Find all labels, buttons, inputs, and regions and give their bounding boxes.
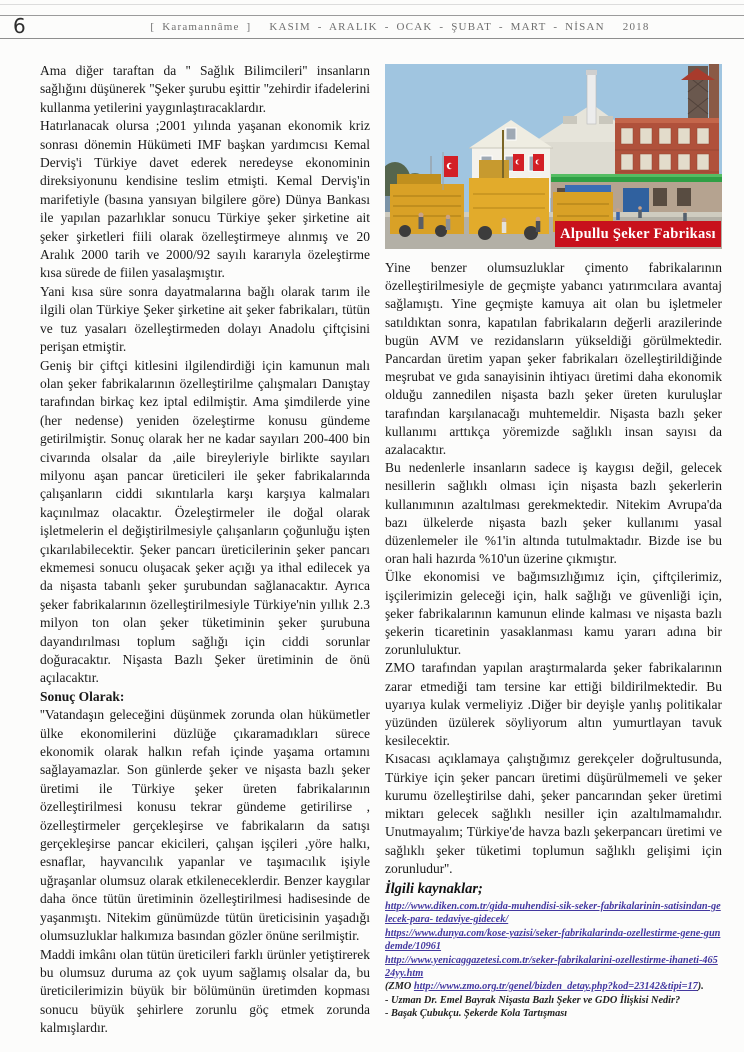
issue-months: KASIM - ARALIK - OCAK - ŞUBAT - MART - NİSAN	[269, 21, 605, 33]
paragraph: Ülke ekonomisi ve bağımsızlığımız için, çiftçilerimiz, işçilerimizin geleceği için, halk sağlığı ve güvenliği için, şeker fabrikalarının kamunun elinde kalması ve nişasta bazlı şekerin ticaretinin yasaklanması kamu yararı adına bir zorunluluktur.	[385, 569, 722, 658]
paragraph: Yani kısa süre sonra dayatmalarına bağlı olarak tarım ile ilgili olan Türkiye Şeker şirketine ait şeker fabrikaları, tütün ve tuz yasaları özelleştirmeden dolayı Anadolu çiftçisini perişan etmiştir.	[40, 283, 370, 355]
sources-heading: İlgili kaynaklar;	[385, 880, 483, 897]
header-rule-middle	[0, 15, 744, 16]
source-link-diken[interactable]: http://www.diken.com.tr/gida-muhendisi-sik-seker-fabrikalarinin-satisindan-gelecek-para- tedaviye-gidecek/	[385, 900, 721, 926]
header-rule-top	[0, 4, 744, 5]
paragraph: Maddi imkânı olan tütün üreticileri farklı ürünler yetiştirerek bu olumsuz duruma az çok uyum sağlamış olsalar da, bu üreticilerimizin büyük bir bölümünün üretimden kopması sonucu büyük şehirlere zorunlu göç etmek zorunda kalmışlardır.	[40, 946, 370, 1036]
zmo-suffix: ).	[697, 981, 704, 993]
paragraph: Hatırlanacak olursa ;2001 yılında yaşanan ekonomik kriz sonrası dönemin Hükümeti IMF başkan yardımcısı Kemal Derviş'i Türkiye davet ederek neredeyse ekonominin direksiyonunu kendisine teslim etmişti. Kemal Derviş'in marifetiyle (basına yansıyan bilgilere göre) Dünya Bankası ile yapılan pazarlıklar sonucu Türkiye şeker şirketine ait şeker şirketleri fiili olarak özelleştirmeye alınmış ve 20 Aralık 2000 tarih ve 2000/92 sayılı kararıyla özeleştirme kısa sürede de fiilen yasalaşmıştır.	[40, 118, 370, 281]
paragraph: Bu nedenlerle insanların sadece iş kaygısı değil, gelecek nesillerin sağlıklı olması için nişasta bazlı şekerlerin kullanımının azaltılması gerekmektedir. Nitekim Avrupa'da bazı ülkelerde nişasta bazlı şeker kullanımı yasal düzenlemeler ile %1'in altında tutulmaktadır. Bizde ise bu oran hali hazırda %10'un üzerine çıkmıştır.	[385, 460, 722, 567]
journal-name: [ Karamannâme ]	[150, 21, 252, 33]
left-column	[40, 62, 370, 1038]
journal-header	[28, 21, 744, 33]
article-photo	[385, 64, 722, 249]
source-link-yenicag[interactable]: http://www.yenicaggazetesi.com.tr/seker-fabrikalarini-ozellestirme-ihaneti-46524yy.htm	[385, 954, 718, 979]
sources-list	[385, 900, 722, 1021]
paragraph: ZMO tarafından yapılan araştırmalarda şeker fabrikalarının zarar etmediği tam tersine kar ettiği bildirilmektedir. Bu uyarıya kulak vermeliyiz .Diğer bir deyişle yanlış politikalar yüzünden üzülerek söyliyorum altın yumurtlayan tavuk kesilecektir.	[385, 660, 722, 749]
header-rule-bottom	[0, 38, 744, 39]
paragraph: Kısacası açıklamaya çalıştığımız gerekçeler doğrultusunda, Türkiye için şeker pancarı üretimi düşürülmemeli ve şeker kurumu özelleştirilse dahi, şeker pancarından şeker üretimi miktarı gelecek sağlıklı nesiller için azaltılmamalıdır. Unutmayalım; Türkiye'de havza bazlı şekerpancarı üretimi ve sağlıklı şeker tüketimi toplumun sağlıklı gelişimi için zorunludur''.	[385, 751, 722, 876]
right-column	[385, 62, 722, 1038]
paragraph: ''Vatandaşın geleceğini düşünmek zorunda olan hükümetler ülke ekonomilerini düzlüğe çıkaramadıkları sürece ekonomik olarak halkın refah içinde yaşama ortamını sağlayamazlar. Son günlerde şeker ve nişasta bazlı şeker üretimi ile Türkiye şeker üreten fabrikalarının özelleştirilmesi konusu tekrar gündeme getirilirse , özelleştirmeler gerçekleşirse ve fabrikaların da satışı gerçekleşirse pancar ekicileri, çalışan işçileri ,yöre halkı, esnaflar, hayvancılık yapanlar ve taşımacılık işiyle uğraşanlar olumsuz olarak etkileneceklerdir. Benzer kaygılar daha önce tütün üretiminin özelleştirilmesi hadisesinde de yaşanmıştı. Nitekim günümüzde tütün üreticisinin yaşadığı olumsuzluklar halkımıza basından gözler önüne serilmiştir.	[40, 707, 370, 944]
issue-year: 2018	[622, 21, 650, 33]
photo-caption: Alpullu Şeker Fabrikası	[555, 221, 721, 247]
article-body	[40, 62, 722, 1038]
conclusion-heading: Sonuç Olarak:	[40, 688, 125, 704]
source-note: - Uzman Dr. Emel Bayrak Nişasta Bazlı Şeker ve GDO İlişkisi Nedir?	[385, 994, 681, 1006]
source-link-dunya[interactable]: https://www.dunya.com/kose-yazisi/seker-fabrikalarinda-ozellestirme-gene-gundemde/10961	[385, 927, 721, 953]
paragraph: Geniş bir çiftçi kitlesini ilgilendirdiği için kamunun malı olan şeker fabrikalarının özelleştirilme çalışmaları Danıştay tarafından birkaç kez iptal edilmiştir. Ama şimdilerde yine (her nedense) yeniden özeleştirme konusu gündeme getirilmiştir. Sonuç olarak her ne kadar sayıları 200-400 bin civarında olsalar da ,aile bireyleriyle birlikte sayıları milyonu aşan pancar üreticileri ile şeker fabrikalarında çalışanların ciddi sıkıntılarla karşı karşıya kalmaları kaçınılmaz olacaktır. Özeleştirmeler ile doğal olarak işletmelerin el değiştirilmesiyle çalışanların çoğunluğu işten çıkarılabilecektir. Şeker pancarı üreticilerinin şeker pancarı ekmemesi sonucu oluşacak şeker açığı ya ithal edilecek ya da nişasta tabanlı şeker şurubundan sağlanacaktır. Ayrıca şeker fabrikalarının özelleştirilmesiyle Türkiye'nin yıllık 2.3 milyon ton olan şeker tüketiminin şeker şurubuna dayandırılması toplum sağlığı için ciddi sorunlar doğuracaktır. Nişasta Bazlı Şeker üretiminin de önü açılacaktır.	[40, 357, 370, 686]
paragraph: Yine benzer olumsuzluklar çimento fabrikalarının özelleştirilmesiyle de geçmişte yabancı yatırımcılara avantaj sağlamıştı. Yine geçmişte kamuya ait olan bu işletmeler satıldıktan sonra, kapatılan fabrikaların değerli arazilerinde bugün AVM ve rezidansların yükseldiği görülmektedir. Pancardan üretim yapan şeker fabrikaları özelleştirildiğinde meşrubat ve gıda sanayisinin ihtiyacı üretimi daha ekonomik olduğu zannedilen nişasta bazlı şeker üreten kuruluşlar tarafından karşılanacağı muhtemeldir. Nişasta bazlı şeker kullanımı arttıkça yöremizde sağlıklı insan sayısı da azalacaktır.	[385, 260, 722, 458]
source-note: - Başak Çubukçu. Şekerde Kola Tartışması	[385, 1008, 568, 1020]
paragraph: Ama diğer taraftan da '' Sağlık Bilimcileri'' insanların sağlığını düşünerek ''Şeker şurubu eşittir ''zehirdir ifadelerini kullanma yetilerini yaygınlaştıracaklardır.	[40, 63, 370, 115]
source-link-zmo[interactable]: http://www.zmo.org.tr/genel/bizden_detay.php?kod=23142&tipi=17	[413, 981, 698, 993]
zmo-prefix: (ZMO	[385, 981, 414, 993]
page-number: 6	[13, 14, 26, 38]
source-line-zmo	[385, 980, 722, 993]
